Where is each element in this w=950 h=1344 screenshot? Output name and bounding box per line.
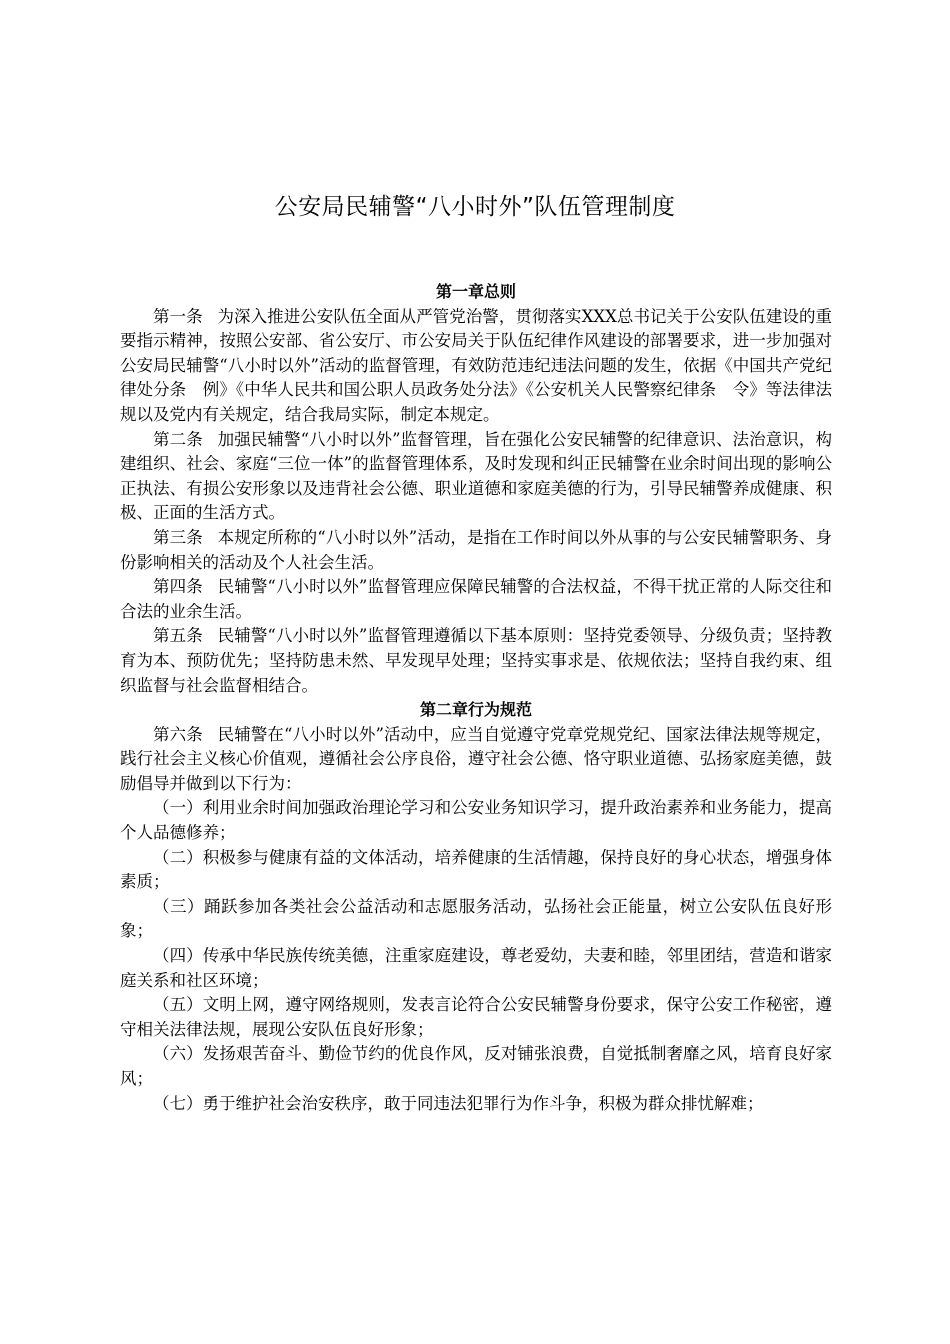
article-6-text: 民辅警在“八小时以外”活动中，应当自觉遵守党章党规党纪、国家法律法规等规定，践行社会主义核心价值观，遵循社会公序良俗，遵守社会公德、恪守职业道德、弘扬家庭美德，鼓励倡导并做到以下行为： xyxy=(120,724,833,793)
list-item-3: （三）踊跃参加各类社会公益活动和志愿服务活动，弘扬社会正能量，树立公安队伍良好形象； xyxy=(120,896,832,941)
list-item-2: （二）积极参与健康有益的文体活动，培养健康的生活情趣，保持良好的身心状态，增强身体素质； xyxy=(120,847,832,892)
document-title: 公安局民辅警“八小时外”队伍管理制度 xyxy=(274,194,676,220)
article-1-label: 第一条 xyxy=(153,306,203,326)
list-item-7: （七）勇于维护社会治安秩序，敢于同违法犯罪行为作斗争，积极为群众排忧解难； xyxy=(153,1093,764,1113)
article-5 xyxy=(120,624,832,698)
document-body xyxy=(120,280,832,1116)
chapter-1-heading: 第一章总则 xyxy=(435,282,516,301)
list-item-6: （六）发扬艰苦奋斗、勤俭节约的优良作风，反对铺张浪费，自觉抵制奢靡之风，培育良好家风； xyxy=(120,1044,832,1088)
list-item-5: （五）文明上网，遵守网络规则，发表言论符合公安民辅警身份要求，保守公安工作秘密，遵守相关法律法规，展现公安队伍良好形象； xyxy=(120,995,832,1039)
article-3-label: 第三条 xyxy=(153,527,203,547)
article-1-text: 为深入推进公安队伍全面从严管党治警，贯彻落实XXX总书记关于公安队伍建设的重要指示精神，按照公安部、省公安厅、市公安局关于队伍纪律作风建设的部署要求，进一步加强对公安局民辅警“八小时以外”活动的监督管理，有效防范违纪违法问题的发生，依据《中国共产党纪律处分条 例》《中华人民共和国公职人员政务处分法》《公安机关人民警察纪律条 令》等法律法规以及党内有关规定，结合我局实际，制定本规定。 xyxy=(120,306,832,424)
article-2-label: 第二条 xyxy=(153,429,203,449)
article-5-text: 民辅警“八小时以外”监督管理遵循以下基本原则：坚持党委领导、分级负责；坚持教育为本、预防优先；坚持防患未然、早发现早处理；坚持实事求是、依规依法；坚持自我约束、组织监督与社会监督相结合。 xyxy=(120,626,833,695)
article-6 xyxy=(120,723,832,797)
article-5-label: 第五条 xyxy=(153,626,203,646)
list-item-1: （一）利用业余时间加强政治理论学习和公安业务知识学习，提升政治素养和业务能力，提高个人品德修养； xyxy=(120,798,832,843)
chapter-2-heading: 第二章行为规范 xyxy=(419,700,532,720)
article-4-label: 第四条 xyxy=(153,577,203,597)
article-4-text: 民辅警“八小时以外”监督管理应保障民辅警的合法权益，不得干扰正常的人际交往和合法的业余生活。 xyxy=(120,577,833,621)
article-3-text: 本规定所称的“八小时以外”活动，是指在工作时间以外从事的与公安民辅警职务、身份影响相关的活动及个人社会生活。 xyxy=(120,527,833,572)
article-2-text: 加强民辅警“八小时以外”监督管理，旨在强化公安民辅警的纪律意识、法治意识，构建组织、社会、家庭“三位一体”的监督管理体系，及时发现和纠正民辅警在业余时间出现的影响公正执法、有损公安形象以及违背社会公德、职业道德和家庭美德的行为，引导民辅警养成健康、积极、正面的生活方式。 xyxy=(120,429,833,523)
article-6-label: 第六条 xyxy=(153,724,203,744)
list-item-4: （四）传承中华民族传统美德，注重家庭建设，尊老爱幼，夫妻和睦，邻里团结，营造和谐家庭关系和社区环境； xyxy=(120,946,832,990)
article-3 xyxy=(120,526,832,575)
article-2 xyxy=(120,428,832,526)
article-1 xyxy=(120,305,832,428)
article-4 xyxy=(120,575,832,624)
